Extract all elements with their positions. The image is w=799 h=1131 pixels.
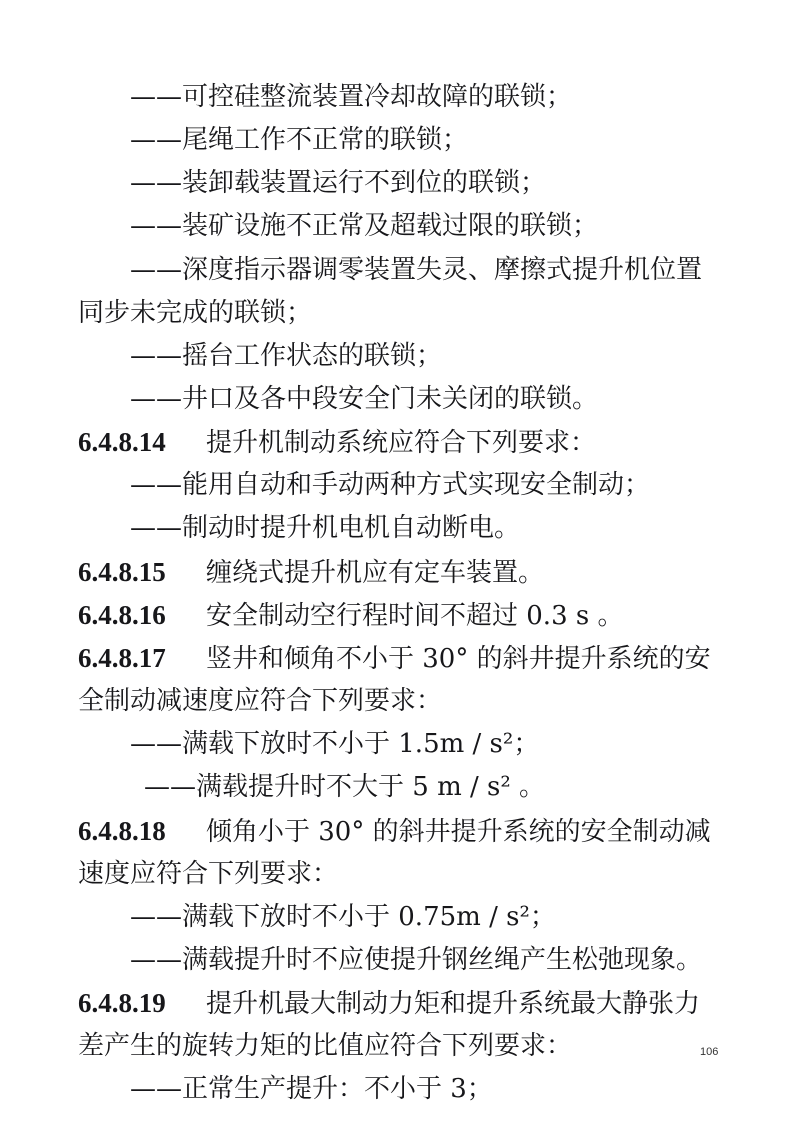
page-number: 106	[700, 1046, 719, 1058]
clause-6-4-8-16	[78, 595, 728, 635]
list-item: ——摇台工作状态的联锁；	[130, 341, 443, 371]
list-item: ——满载提升时不应使提升钢丝绳产生松弛现象。	[130, 945, 703, 975]
clause-text: 缠绕式提升机应有定车装置。	[206, 558, 545, 588]
clause-continuation: 差产生的旋转力矩的比值应符合下列要求：	[78, 1031, 573, 1061]
list-item: ——满载下放时不小于 1.5m / s²；	[130, 729, 540, 759]
list-item: ——能用自动和手动两种方式实现安全制动；	[130, 470, 651, 500]
clause-number: 6.4.8.19	[78, 988, 166, 1018]
clause-number: 6.4.8.17	[78, 643, 166, 673]
clause-text: 竖井和倾角不小于 30° 的斜井提升系统的安	[206, 644, 711, 674]
list-item: ——井口及各中段安全门未关闭的联锁。	[130, 384, 599, 414]
list-item-continuation: 同步未完成的联锁；	[78, 298, 313, 328]
list-item: ——满载提升时不大于 5 m / s² 。	[144, 772, 546, 802]
clause-6-4-8-18	[78, 811, 728, 851]
clause-number: 6.4.8.15	[78, 557, 166, 587]
list-item: ——装卸载装置运行不到位的联锁；	[130, 168, 547, 198]
clause-text: 倾角小于 30° 的斜井提升系统的安全制动减	[206, 817, 711, 847]
clause-text: 提升机制动系统应符合下列要求：	[206, 428, 597, 458]
list-item: ——制动时提升机电机自动断电。	[130, 513, 521, 543]
clause-6-4-8-19	[78, 983, 728, 1023]
clause-6-4-8-14	[78, 422, 728, 462]
clause-number: 6.4.8.14	[78, 427, 166, 457]
list-item: ——深度指示器调零装置失灵、摩擦式提升机位置	[130, 255, 703, 285]
list-item: ——装矿设施不正常及超载过限的联锁；	[130, 211, 599, 241]
list-item: ——满载下放时不小于 0.75m / s²；	[130, 902, 556, 932]
clause-continuation: 全制动减速度应符合下列要求：	[78, 686, 443, 716]
clause-continuation: 速度应符合下列要求：	[78, 859, 339, 889]
clause-number: 6.4.8.18	[78, 816, 166, 846]
clause-6-4-8-15	[78, 552, 728, 592]
clause-number: 6.4.8.16	[78, 600, 166, 630]
list-item: ——尾绳工作不正常的联锁；	[130, 125, 469, 155]
list-item: ——正常生产提升：不小于 3；	[130, 1074, 493, 1104]
list-item: ——可控硅整流装置冷却故障的联锁；	[130, 82, 573, 112]
clause-6-4-8-17	[78, 638, 728, 678]
clause-text: 提升机最大制动力矩和提升系统最大静张力	[206, 989, 701, 1019]
clause-text: 安全制动空行程时间不超过 0.3 s 。	[206, 601, 624, 631]
